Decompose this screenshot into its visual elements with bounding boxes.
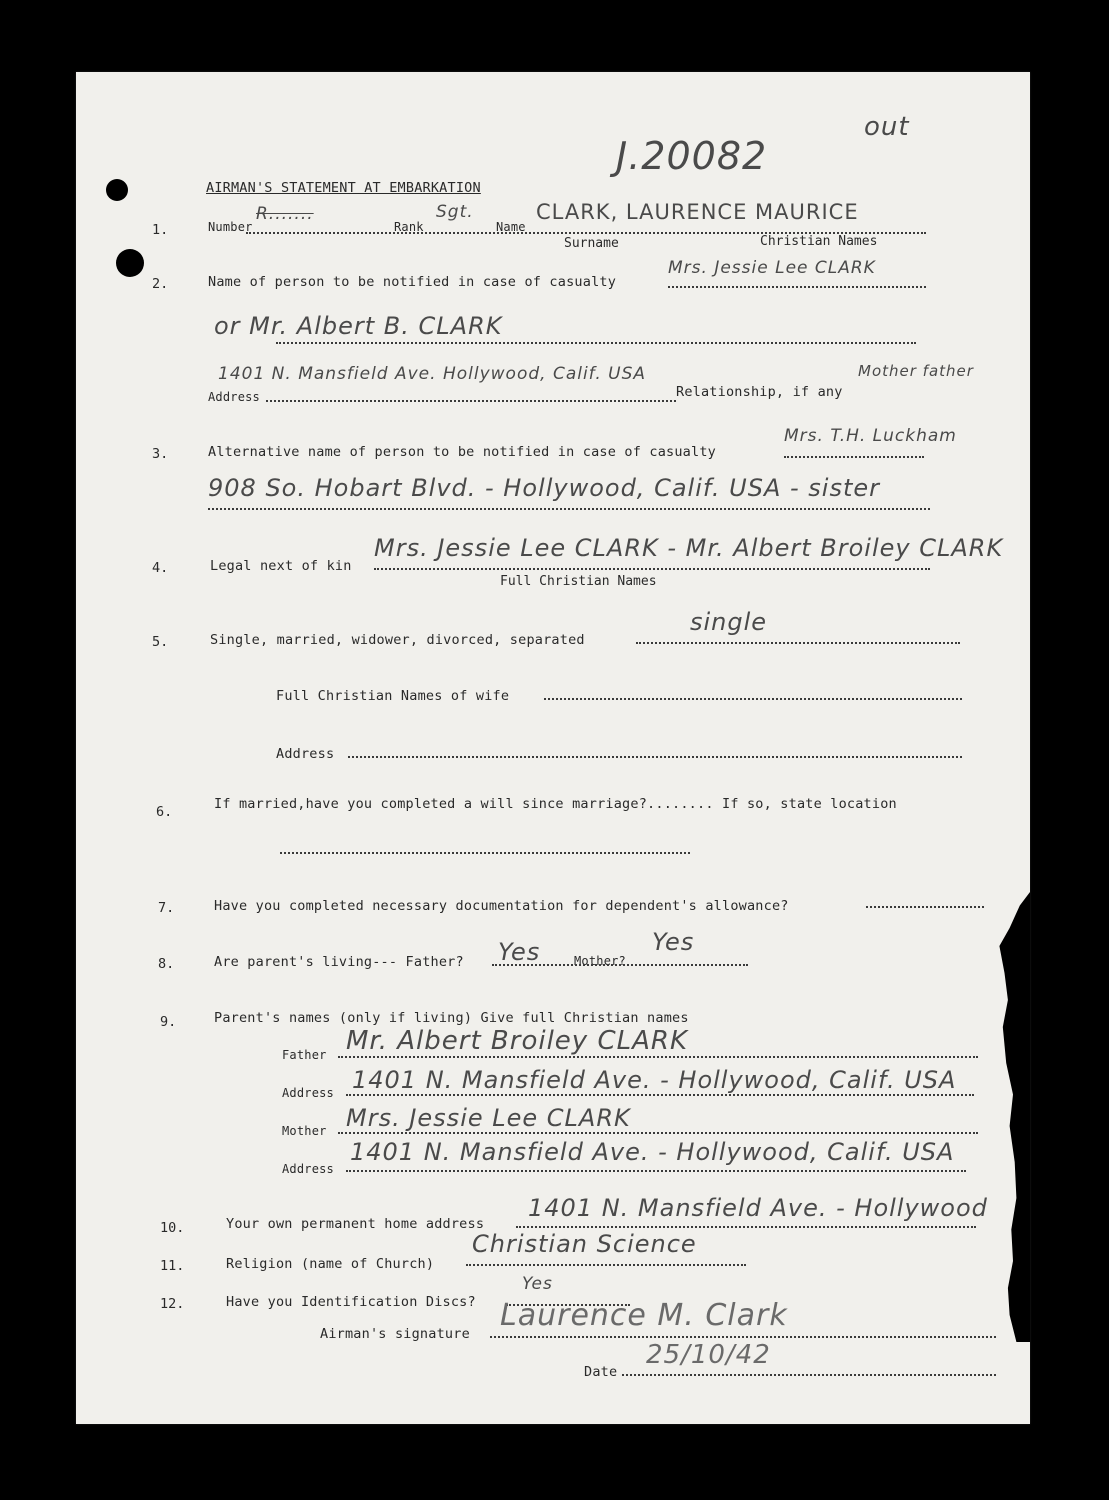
home-address-label: Your own permanent home address: [226, 1216, 485, 1232]
item-3-number: 3.: [152, 446, 169, 462]
father-living-value: Yes: [498, 938, 541, 966]
item-6-number: 6.: [156, 804, 173, 820]
alternative-contact-line: [784, 456, 924, 458]
form-title: AIRMAN'S STATEMENT AT EMBARKATION: [206, 180, 481, 196]
marital-status-label: Single, married, widower, divorced, separated: [210, 632, 585, 648]
mother-address-line: [346, 1170, 966, 1172]
date-value: 25/10/42: [646, 1340, 771, 1370]
marital-status-value: single: [690, 608, 768, 636]
alternative-address-line: [208, 508, 930, 510]
torn-edge: [996, 892, 1030, 1342]
dependents-allowance-question: Have you completed necessary documentation for dependent's allowance?: [214, 898, 789, 914]
item-7-number: 7.: [158, 900, 175, 916]
reference-number: J.20082: [616, 134, 768, 178]
item-8-number: 8.: [158, 956, 175, 972]
full-christian-names-caption: Full Christian Names: [500, 574, 657, 589]
mother-living-value: Yes: [652, 928, 695, 956]
id-discs-value: Yes: [522, 1274, 553, 1294]
surname-caption: Surname: [564, 236, 619, 251]
corner-note: out: [864, 112, 910, 142]
date-line: [622, 1374, 996, 1376]
item-1-number: 1.: [152, 222, 169, 238]
relationship-value: Mother father: [858, 362, 974, 380]
father-address-value: 1401 N. Mansfield Ave. - Hollywood, Calif. USA: [352, 1066, 957, 1094]
document-page: [76, 72, 1030, 1424]
father-name-value: Mr. Albert Broiley CLARK: [346, 1026, 688, 1056]
wife-address-label: Address: [276, 746, 335, 762]
alternative-contact-address: 908 So. Hobart Blvd. - Hollywood, Calif. USA - sister: [208, 474, 881, 502]
religion-line: [466, 1264, 746, 1266]
alternative-contact-value: Mrs. T.H. Luckham: [784, 426, 957, 446]
item-12-number: 12.: [160, 1296, 185, 1312]
contact-address-value: 1401 N. Mansfield Ave. Hollywood, Calif. USA: [218, 364, 647, 384]
item-10-number: 10.: [160, 1220, 185, 1236]
item-5-number: 5.: [152, 634, 169, 650]
mother-address-value: 1401 N. Mansfield Ave. - Hollywood, Calif. USA: [350, 1138, 955, 1166]
father-name-label: Father: [282, 1048, 327, 1062]
alternate-father-line: or Mr. Albert B. CLARK: [214, 312, 503, 340]
will-location-line: [280, 852, 690, 854]
item-4-number: 4.: [152, 560, 169, 576]
punch-hole-top: [106, 179, 128, 201]
relationship-label: Relationship, if any: [676, 384, 843, 400]
wife-address-line: [348, 756, 962, 758]
wife-names-label: Full Christian Names of wife: [276, 688, 510, 704]
item-2-number: 2.: [152, 276, 169, 292]
item-11-number: 11.: [160, 1258, 185, 1274]
religion-value: Christian Science: [472, 1230, 697, 1258]
next-of-kin-label: Legal next of kin: [210, 558, 352, 574]
mother-name-value: Mrs. Jessie Lee CLARK: [346, 1104, 631, 1132]
christian-names-caption: Christian Names: [760, 234, 878, 249]
signature-label: Airman's signature: [320, 1326, 470, 1342]
home-address-line: [516, 1226, 976, 1228]
id-discs-label: Have you Identification Discs?: [226, 1294, 476, 1310]
airman-signature: Laurence M. Clark: [500, 1298, 788, 1333]
casualty-contact-label: Name of person to be notified in case of casualty: [208, 274, 617, 290]
casualty-contact-value: Mrs. Jessie Lee CLARK: [668, 258, 876, 278]
date-label: Date: [584, 1364, 618, 1380]
signature-line: [490, 1336, 996, 1338]
number-value: R.......: [256, 204, 314, 224]
mother-address-label: Address: [282, 1162, 334, 1176]
number-label: Number: [208, 220, 253, 234]
marital-status-line: [636, 642, 960, 644]
rank-value: Sgt.: [436, 202, 474, 222]
alternative-contact-label: Alternative name of person to be notified in case of casualty: [208, 444, 716, 460]
name-value: CLARK, LAURENCE MAURICE: [536, 200, 859, 224]
next-of-kin-line: [374, 568, 930, 570]
dependents-allowance-line: [866, 906, 984, 908]
parents-names-label: Parent's names (only if living) Give full Christian names: [214, 1010, 689, 1026]
father-address-line: [346, 1094, 974, 1096]
alternate-father-dots: [276, 342, 916, 344]
parents-living-line: [492, 964, 748, 966]
rank-label: Rank: [394, 220, 424, 234]
father-name-line: [338, 1056, 978, 1058]
religion-label: Religion (name of Church): [226, 1256, 435, 1272]
casualty-contact-line: [668, 286, 926, 288]
item-9-number: 9.: [160, 1014, 177, 1030]
father-address-label: Address: [282, 1086, 334, 1100]
will-question: If married,have you completed a will since marriage?........ If so, state location: [214, 796, 897, 812]
mother-name-line: [338, 1132, 978, 1134]
contact-address-line: [266, 400, 676, 402]
next-of-kin-value: Mrs. Jessie Lee CLARK - Mr. Albert Broiley CLARK: [374, 534, 1004, 562]
home-address-value: 1401 N. Mansfield Ave. - Hollywood: [528, 1194, 988, 1222]
name-label: Name: [496, 220, 526, 234]
mother-living-label: Mother?: [574, 954, 626, 968]
punch-hole-bottom: [116, 249, 144, 277]
mother-name-label: Mother: [282, 1124, 327, 1138]
contact-address-label: Address: [208, 390, 260, 404]
wife-names-line: [544, 698, 962, 700]
parents-living-label: Are parent's living--- Father?: [214, 954, 464, 970]
